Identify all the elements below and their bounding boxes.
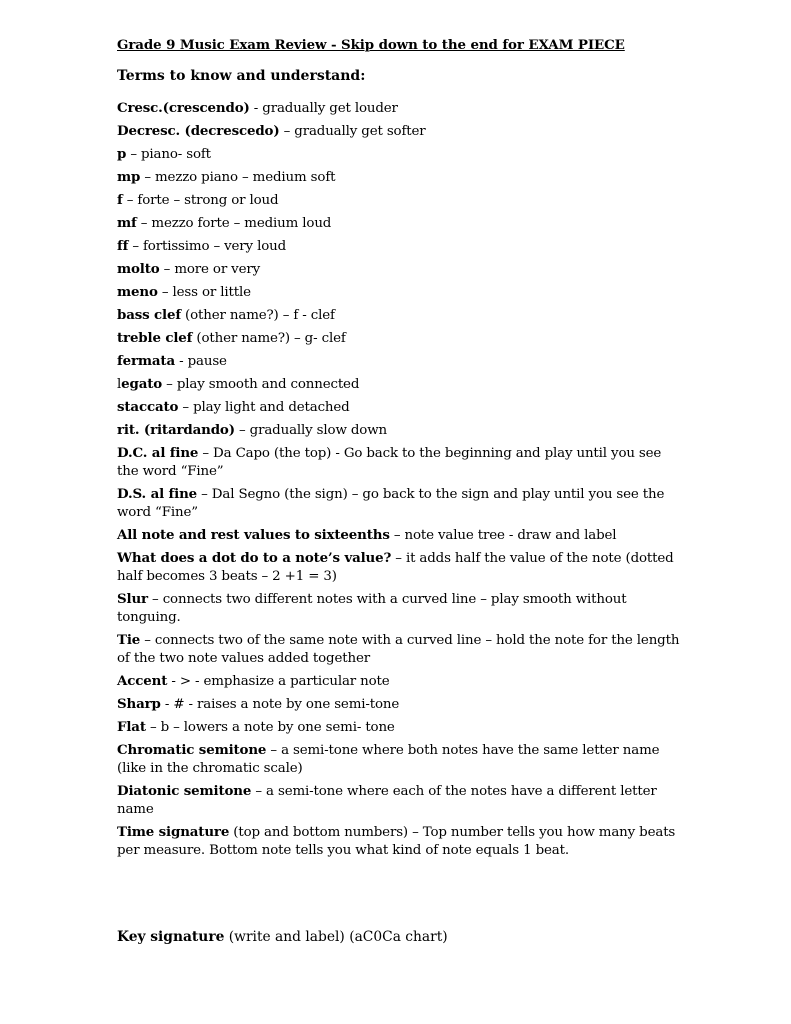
term-definition: – gradually get softer [279,124,426,139]
key-signature-definition: (write and label) (aC0Ca chart) [224,929,448,945]
term-definition: – piano- soft [126,147,211,162]
page-title: Grade 9 Music Exam Review - Skip down to the end for EXAM PIECE [117,37,625,53]
term-item [117,237,682,256]
term-definition: – it adds half the value of the note (dotted half becomes 3 beats – 2 +1 = 3) [117,551,674,584]
term-name: bass clef [117,307,181,323]
term-definition: – mezzo forte – medium loud [136,216,332,231]
term-name: Time signature [117,824,230,840]
term-definition: – fortissimo – very loud [128,239,287,254]
key-signature-term: Key signature [117,929,225,945]
term-definition: – Dal Segno (the sign) – go back to the sign and play until you see the word “Fine” [117,487,665,520]
term-definition: – play light and detached [178,400,350,415]
term-definition: (other name?) – g- clef [192,331,346,346]
term-item [117,283,682,302]
term-name: molto [117,261,160,277]
term-definition: – forte – strong or loud [122,193,279,208]
term-name: All note and rest values to sixteenths [117,527,390,543]
term-definition: – mezzo piano – medium soft [140,170,336,185]
term-item [117,191,682,210]
term-item [117,306,682,325]
term-item [117,590,682,627]
term-definition: – more or very [159,262,261,277]
term-definition: – Da Capo (the top) - Go back to the beginning and play until you see the word “Fine” [117,446,662,479]
term-name: Accent [117,673,168,689]
term-definition: – a semi-tone where both notes have the same letter name (like in the chromatic scale) [117,743,660,776]
term-name: Sharp [117,696,161,712]
term-item [117,823,682,860]
term-name: treble clef [117,330,193,346]
term-name: Chromatic semitone [117,742,267,758]
term-name: staccato [117,399,179,415]
term-name: mf [117,215,137,231]
term-item [117,398,682,417]
term-item [117,485,682,522]
term-item [117,782,682,819]
term-prefix: l [117,377,122,392]
term-name: Cresc.(crescendo) [117,100,250,116]
term-item [117,549,682,586]
term-name: Tie [117,632,141,648]
term-item [117,444,682,481]
term-definition: – play smooth and connected [162,377,360,392]
term-item [117,695,682,714]
term-name: D.S. al fine [117,486,198,502]
term-name: p [117,146,127,162]
term-name: fermata [117,353,175,369]
term-item [117,718,682,737]
term-definition: – connects two of the same note with a curved line – hold the note for the length of the two note values added together [117,633,680,666]
term-name: What does a dot do to a note’s value? [117,550,392,566]
term-name: Flat [117,719,146,735]
term-item [117,672,682,691]
term-definition: - # - raises a note by one semi-tone [160,697,400,712]
term-definition: – gradually slow down [234,423,387,438]
term-item [117,99,682,118]
term-item [117,421,682,440]
term-item [117,375,682,394]
term-definition: - > - emphasize a particular note [167,674,390,689]
term-name: meno [117,284,158,300]
term-definition: – note value tree - draw and label [389,528,617,543]
term-item [117,329,682,348]
term-definition: – b – lowers a note by one semi- tone [145,720,395,735]
term-name: f [117,192,123,208]
term-name: egato [121,376,163,392]
term-item [117,168,682,187]
term-item [117,352,682,371]
term-item [117,526,682,545]
term-item [117,260,682,279]
term-definition: – less or little [157,285,251,300]
term-name: rit. (ritardando) [117,422,235,438]
term-definition: (other name?) – f - clef [180,308,335,323]
term-item [117,122,682,141]
term-name: D.C. al fine [117,445,199,461]
key-signature-item [117,929,448,945]
terms-list [117,99,682,864]
term-definition: – connects two different notes with a curved line – play smooth without tonguing. [117,592,627,625]
term-definition: (top and bottom numbers) – Top number tells you how many beats per measure. Bottom note tells you what kind of note equals 1 beat. [117,825,676,858]
term-item [117,214,682,233]
term-definition: - pause [175,354,227,369]
term-item [117,741,682,778]
term-name: ff [117,238,129,254]
term-definition: – a semi-tone where each of the notes have a different letter name [117,784,657,817]
section-heading: Terms to know and understand: [117,68,366,84]
term-name: mp [117,169,141,185]
term-item [117,145,682,164]
term-name: Decresc. (decrescedo) [117,123,280,139]
term-item [117,631,682,668]
term-name: Slur [117,591,148,607]
term-definition: - gradually get louder [249,101,398,116]
term-name: Diatonic semitone [117,783,252,799]
